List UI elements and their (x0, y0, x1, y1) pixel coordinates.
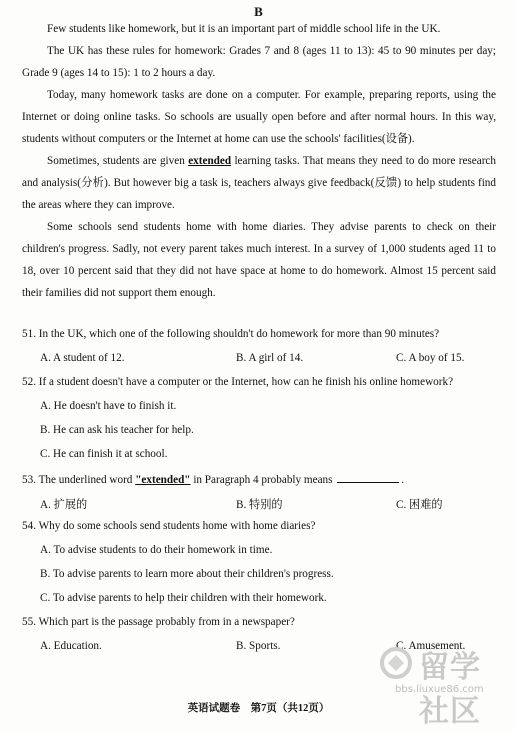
question-53: 53. The underlined word "extended" in Paragraph 4 probably means . (22, 474, 405, 486)
q52-option-a: A. He doesn't have to finish it. (40, 400, 177, 412)
page-footer: 英语试题卷 第7页（共12页） (187, 703, 330, 714)
q51-option-b: B. A girl of 14. (236, 352, 304, 364)
question-52: 52. If a student doesn't have a computer or the Internet, how can he finish his online homework? (22, 376, 454, 388)
paragraph-2: The UK has these rules for homework: Grades 7 and 8 (ages 11 to 13): 45 to 90 minutes per day; Grade 9 (ages 14 to 15): 1 to 2 hours a day. (22, 45, 496, 79)
question-55: 55. Which part is the passage probably from in a newspaper? (22, 616, 295, 628)
q55-option-b: B. Sports. (236, 640, 281, 652)
underlined-word-ref: "extended" (135, 474, 191, 486)
q53-option-b: B. 特别的 (236, 499, 283, 511)
q55-option-a: A. Education. (40, 640, 102, 652)
question-51: 51. In the UK, which one of the following shouldn't do homework for more than 90 minutes? (22, 328, 440, 340)
q54-option-b: B. To advise parents to learn more about their children's progress. (40, 568, 334, 580)
underlined-word: extended (188, 155, 232, 167)
q55-option-c: C. Amusement. (396, 640, 466, 652)
section-heading: B (254, 4, 263, 19)
paragraph-4: Sometimes, students are given extended learning tasks. That means they need to do more research and analysis(分析). But however big a task is, teachers always give feedback(反馈) to help students find the areas where they can improve. (22, 155, 496, 211)
watermark-logo-icon (379, 646, 413, 680)
paragraph-5: Some schools send students home with home diaries. They advise parents to check on their children's progress. Sadly, not every parent takes much interest. In a survey of 1,000 students aged 11 to 18, over 10 percent said that they did not have space at home to do homework. Almost 15 percent said their families did not support them enough. (22, 221, 496, 299)
q51-option-c: C. A boy of 15. (396, 352, 465, 364)
q52-option-c: C. He can finish it at school. (40, 448, 168, 460)
paragraph-1: Few students like homework, but it is an important part of middle school life in the UK. (47, 23, 441, 35)
watermark-text: 留学社区 (419, 650, 481, 729)
q51-option-a: A. A student of 12. (40, 352, 125, 364)
q54-option-c: C. To advise parents to help their children with their homework. (40, 592, 327, 604)
q52-option-b: B. He can ask his teacher for help. (40, 424, 194, 436)
q54-option-a: A. To advise students to do their homework in time. (40, 544, 273, 556)
watermark-url: bbs.liuxue86.com (395, 684, 484, 695)
answer-blank (337, 472, 399, 483)
watermark (359, 640, 509, 729)
q53-option-c: C. 困难的 (396, 499, 443, 511)
question-54: 54. Why do some schools send students home with home diaries? (22, 520, 316, 532)
q53-option-a: A. 扩展的 (40, 499, 88, 511)
paragraph-3: Today, many homework tasks are done on a computer. For example, preparing reports, using the Internet or doing online tasks. So schools are usually open before and after normal hours. In this way, students without computers or the Internet at home can use the schools' facilities(设备). (22, 89, 496, 145)
